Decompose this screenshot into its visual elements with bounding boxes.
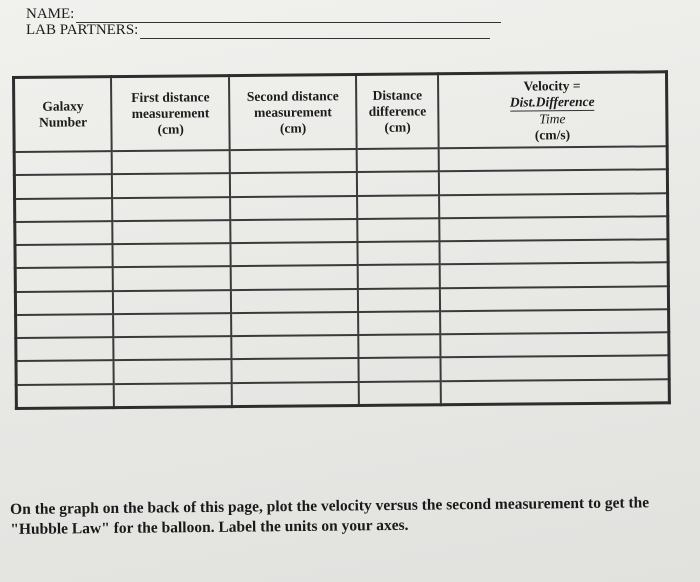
cell-distance-difference[interactable] [357, 195, 439, 219]
cell-first-distance[interactable] [112, 173, 230, 197]
cell-velocity[interactable] [440, 263, 669, 288]
cell-second-distance[interactable] [231, 265, 359, 289]
cell-second-distance[interactable] [230, 149, 358, 173]
header-distance-difference: Distance difference (cm) [356, 74, 438, 149]
cell-second-distance[interactable] [230, 242, 358, 266]
cell-first-distance[interactable] [113, 197, 231, 221]
data-table-wrapper [12, 70, 671, 410]
cell-second-distance[interactable] [230, 196, 358, 220]
cell-galaxy-number[interactable] [14, 151, 112, 175]
cell-galaxy-number[interactable] [15, 291, 113, 315]
cell-galaxy-number[interactable] [16, 337, 114, 361]
cell-first-distance[interactable] [113, 290, 231, 314]
cell-galaxy-number[interactable] [16, 361, 114, 385]
instructions-text: On the graph on the back of this page, plot the velocity versus the second measurement to get the "Hubble Law" for the balloon. Label the units on your axes. [10, 494, 650, 538]
data-table [12, 70, 671, 410]
cell-distance-difference[interactable] [357, 148, 439, 172]
cell-velocity[interactable] [439, 170, 668, 195]
cell-velocity[interactable] [440, 356, 669, 381]
table-body [14, 146, 669, 408]
velocity-fraction: $\frac{\text{Dist.Difference}}{\text{Time}}$ [509, 93, 595, 126]
cell-velocity[interactable] [439, 146, 668, 171]
table-header-row [14, 72, 668, 152]
header-galaxy-number: Galaxy Number [14, 77, 113, 152]
cell-velocity[interactable] [440, 286, 669, 311]
cell-first-distance[interactable] [112, 150, 230, 174]
cell-first-distance[interactable] [114, 359, 232, 383]
table-row [16, 379, 669, 409]
cell-velocity[interactable] [441, 379, 670, 405]
cell-second-distance[interactable] [232, 382, 360, 407]
lab-partners-field [26, 22, 490, 39]
cell-distance-difference[interactable] [358, 218, 440, 242]
cell-galaxy-number[interactable] [15, 244, 113, 268]
lab-partners-blank-line[interactable] [140, 26, 490, 39]
cell-second-distance[interactable] [230, 219, 358, 243]
name-label: NAME: [26, 6, 75, 22]
cell-second-distance[interactable] [231, 312, 359, 336]
cell-first-distance[interactable] [114, 336, 232, 360]
header-first-distance: First distance measurement (cm) [111, 76, 229, 152]
header-second-distance: Second distance measurement (cm) [229, 74, 357, 150]
cell-galaxy-number[interactable] [15, 198, 113, 222]
name-field [26, 6, 501, 23]
cell-second-distance[interactable] [231, 358, 359, 382]
cell-second-distance[interactable] [231, 289, 359, 313]
cell-velocity[interactable] [439, 216, 668, 241]
cell-second-distance[interactable] [231, 335, 359, 359]
cell-distance-difference[interactable] [359, 358, 441, 382]
cell-velocity[interactable] [440, 332, 669, 357]
cell-galaxy-number[interactable] [15, 267, 113, 291]
cell-galaxy-number[interactable] [16, 384, 114, 409]
cell-second-distance[interactable] [230, 172, 358, 196]
cell-distance-difference[interactable] [358, 241, 440, 265]
header-velocity: Velocity = $\frac{\text{Dist.Difference}}{\text{Time}}$ (cm/s) [438, 72, 667, 148]
cell-galaxy-number[interactable] [14, 174, 112, 198]
cell-distance-difference[interactable] [359, 381, 441, 406]
cell-first-distance[interactable] [114, 383, 232, 408]
cell-distance-difference[interactable] [358, 265, 440, 289]
lab-partners-label: LAB PARTNERS: [26, 22, 139, 38]
cell-velocity[interactable] [439, 239, 668, 264]
cell-first-distance[interactable] [113, 243, 231, 267]
cell-distance-difference[interactable] [357, 172, 439, 196]
cell-first-distance[interactable] [113, 266, 231, 290]
cell-galaxy-number[interactable] [15, 221, 113, 245]
cell-distance-difference[interactable] [358, 288, 440, 312]
cell-distance-difference[interactable] [359, 334, 441, 358]
cell-first-distance[interactable] [114, 313, 232, 337]
cell-distance-difference[interactable] [358, 311, 440, 335]
cell-velocity[interactable] [439, 193, 668, 218]
cell-velocity[interactable] [440, 309, 669, 334]
cell-first-distance[interactable] [113, 220, 231, 244]
cell-galaxy-number[interactable] [16, 314, 114, 338]
